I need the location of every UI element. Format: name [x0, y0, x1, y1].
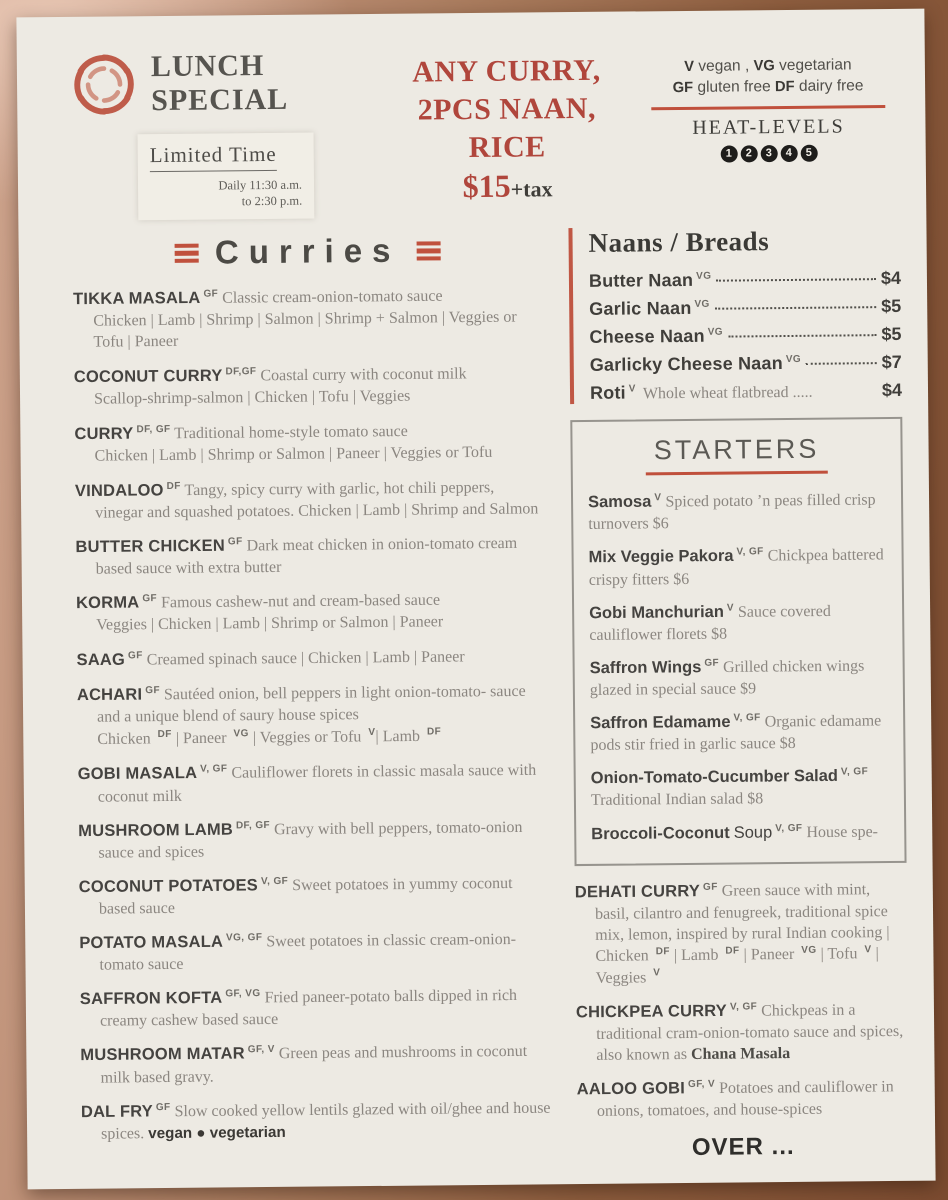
item-description: Slow cooked yellow lentils glazed with oil/ghee and house spices. vegan ● vegetarian [101, 1099, 551, 1143]
item-description: Tangy, spicy curry with garlic, hot chili peppers, vinegar and squashed potatoes. Chicken | Lamb | Shrimp and Salmon [95, 478, 539, 522]
more-curries-list [575, 878, 909, 1122]
item-description: Whole wheat flatbread ..... [642, 384, 813, 403]
legend-line-1: V vegan , VG vegetarian [684, 56, 852, 75]
item-options: Scallop-shrimp-salmon | Chicken | Tofu | Veggies [93, 387, 411, 408]
item-name: ACHARI [76, 685, 143, 705]
menu-item-gobi-masala [78, 760, 548, 808]
diet-tag: GF [155, 1101, 171, 1113]
diet-tag: V, GF [775, 822, 803, 834]
diet-tag: VG [694, 299, 710, 311]
menu-page [16, 9, 935, 1190]
dotted-leader [716, 278, 876, 282]
diet-tag: DF,GF [225, 366, 257, 378]
item-description: Green sauce with mint, basil, cilantro and fenugreek, traditional spice mix, lemon, inspired by rural Indian cooking | Chicken $^{DF}$ | Lamb $^{DF}$ | Paneer $^{VG}$ | Tofu $^V$ | Veggies $^V$ [594, 881, 890, 987]
item-description: Traditional home-style tomato sauce [174, 422, 408, 443]
item-name: AALOO GOBI [576, 1079, 686, 1099]
item-options: Chicken | Lamb | Shrimp | Salmon | Shrimp + Salmon | Veggies or Tofu | Paneer [93, 308, 517, 351]
limited-time-title: Limited Time [150, 142, 277, 172]
item-name: CHICKPEA CURRY [575, 1001, 728, 1022]
diet-tag: V, GF [840, 766, 869, 778]
menu-item-coconut-curry [74, 362, 544, 410]
item-description: Famous cashew-nut and cream-based sauce [160, 591, 441, 612]
curries-header [72, 231, 542, 274]
diet-legend [637, 43, 900, 163]
diet-tag: V [653, 967, 661, 979]
item-description: House spe- [806, 822, 879, 841]
dotted-leader [728, 334, 876, 337]
item-name: DEHATI CURRY [574, 881, 701, 901]
brand-title [151, 49, 289, 118]
item-name: Saffron Edamame [590, 712, 731, 733]
item-name: Cheese Naan $^{VG}$ [589, 326, 724, 348]
item-name: Samosa [587, 492, 652, 512]
item-name: MUSHROOM MATAR [80, 1045, 245, 1065]
item-description: Chickpeas in a traditional cram-onion-tomato sauce and spices, also known as Chana Masala [596, 1001, 904, 1064]
item-price: $4 [881, 380, 903, 401]
naans-section [568, 225, 902, 404]
naan-item-garlic-naan [589, 296, 901, 320]
menu-item-curry [74, 419, 544, 467]
item-description: Spiced potato ’n peas filled crisp turnovers $6 [588, 491, 876, 534]
offer-tax-suffix: +tax [510, 176, 553, 203]
item-name: VINDALOO [74, 481, 164, 500]
starter-item-saffron-wings [590, 655, 888, 701]
offer-lines [376, 51, 638, 167]
item-name: Garlic Naan $^{VG}$ [589, 298, 710, 320]
diet-tag: V, GF [729, 1001, 758, 1013]
diet-tag: VG [233, 728, 249, 740]
item-name: Onion-Tomato-Cucumber Salad [590, 767, 839, 788]
menu-item-coconut-potatoes [79, 872, 549, 920]
diet-tag: V [864, 944, 872, 956]
item-name: CURRY [74, 424, 134, 444]
item-options: Veggies | Chicken | Lamb | Shrimp or Salmon | Paneer [96, 613, 444, 634]
item-name: GOBI MASALA [77, 764, 198, 784]
naans-list [589, 268, 902, 404]
diet-tag: V [654, 492, 662, 504]
item-name: SAAG [76, 650, 126, 670]
diet-tag: DF, GF [136, 423, 171, 436]
brand-block [71, 48, 378, 221]
legend-line-2: GF gluten free DF dairy free [672, 77, 864, 97]
diet-tag: DF [655, 946, 670, 958]
item-price: $7 [881, 352, 902, 373]
offer-line: RICE [468, 129, 546, 164]
heat-level-4: 4 [780, 145, 797, 162]
item-description: Sweet potatoes in classic cream-onion-tomato sauce [99, 931, 517, 974]
diet-tag: V, GF [260, 875, 289, 887]
diet-tag: VG [785, 354, 802, 366]
diet-tag: V [628, 383, 636, 395]
over-note: OVER ... [691, 1133, 795, 1162]
item-price: $5 [881, 324, 902, 345]
triple-bars-icon [416, 241, 440, 261]
item-description: Green peas and mushrooms in coconut milk based gravy. [100, 1043, 528, 1087]
triple-bars-icon [175, 243, 199, 263]
diet-tag: VG [707, 326, 724, 339]
diet-tag: V, GF [736, 546, 764, 558]
item-description: Sautéed onion, bell peppers in light onion-tomato- sauce and a unique blend of saury house spices [97, 682, 526, 726]
item-description: Chickpea battered crispy fitters $6 [588, 546, 884, 589]
diet-tag: VG [801, 944, 817, 956]
curries-title: Curries [214, 231, 401, 271]
diet-tag: GF [704, 657, 720, 669]
item-price: $4 [880, 268, 902, 289]
item-description: Cauliflower florets in classic masala sauce with coconut milk [97, 762, 537, 806]
item-description: Creamed spinach sauce | Chicken | Lamb | Paneer [146, 648, 465, 669]
menu-item-vindaloo [75, 476, 545, 524]
item-name: SAFFRON KOFTA [79, 989, 223, 1009]
diet-tag: GF, V [247, 1044, 275, 1056]
diet-tag: V [368, 727, 376, 739]
diet-tag: DF, GF [235, 819, 271, 831]
diet-tag: VG [696, 271, 712, 283]
item-name: DAL FRY [80, 1102, 153, 1121]
menu-item-dal-fry [81, 1097, 551, 1145]
dotted-leader [715, 306, 876, 310]
item-name: KORMA [75, 593, 140, 613]
diet-tag: V, GF [733, 712, 761, 724]
diet-tag: DF [426, 726, 442, 738]
item-name: COCONUT CURRY [73, 366, 223, 387]
menu-item-achari [77, 680, 548, 751]
item-name: Saffron Wings [589, 658, 702, 678]
menu-item-aaloo-gobi [577, 1076, 909, 1122]
diet-tag: V, GF [200, 763, 228, 776]
limited-time-hours: Daily 11:30 a.m. to 2:30 p.m. [218, 177, 303, 209]
menu-item-saffron-kofta [80, 985, 550, 1033]
item-name-light: Soup [733, 822, 773, 842]
limited-time-clipping [138, 132, 315, 220]
starter-item-saffron-edamame [590, 710, 888, 756]
lunch-offer [376, 45, 639, 206]
legend-divider [651, 105, 885, 110]
item-description: Coastal curry with coconut milk [260, 365, 467, 385]
naan-item-cheese-naan [589, 324, 901, 348]
item-description: Organic edamame pods stir fried in garlic sauce $8 [590, 712, 882, 755]
diet-tag: GF, VG [225, 988, 261, 1000]
item-name: MUSHROOM LAMB [78, 820, 234, 840]
menu-item-butter-chicken [75, 532, 545, 580]
starter-item-broccoli-coconut [591, 821, 889, 846]
curries-list [73, 285, 551, 1145]
item-name: Mix Veggie Pakora [588, 547, 734, 567]
item-options: Chicken $^{DF}$ | Paneer $^{VG}$ | Veggies or Tofu $^V$| Lamb $^{DF}$ [97, 726, 442, 749]
dotted-leader [806, 362, 877, 365]
diet-tag: GF [142, 593, 158, 605]
item-description: Gravy with bell peppers, tomato-onion sauce and spices [98, 818, 523, 862]
diet-tag: DF [157, 729, 172, 741]
curries-column [72, 227, 551, 1168]
brand-line2: SPECIAL [151, 82, 289, 117]
item-description: Sweet potatoes in yummy coconut based sauce [98, 874, 513, 918]
right-column [568, 223, 909, 1163]
naan-item-butter-naan [589, 268, 901, 292]
item-name: COCONUT POTATOES [78, 876, 259, 897]
item-name: Garlicky Cheese Naan $^{VG}$ [589, 353, 802, 376]
menu-item-chickpea-curry [576, 999, 909, 1066]
item-description: Dark meat chicken in onion-tomato cream based sauce with extra butter [95, 534, 518, 578]
heat-level-2: 2 [740, 145, 757, 162]
offer-line: ANY CURRY, [412, 53, 601, 89]
offer-line: 2PCS NAAN, [417, 91, 597, 127]
menu-item-korma [76, 588, 546, 636]
starter-item-onion-tomato-cucumber-salad [591, 765, 889, 811]
item-description: Grilled chicken wings glazed in special sauce $9 [589, 657, 865, 699]
heat-level-dots [638, 142, 900, 164]
diet-tag: DF [725, 945, 740, 957]
restaurant-swirl-logo-icon [71, 51, 138, 118]
menu-item-dehati-curry [575, 878, 908, 988]
item-description: Potatoes and cauliflower in onions, tomatoes, and house-spices [596, 1078, 894, 1121]
menu-item-potato-masala [79, 928, 549, 976]
menu-item-saag [76, 645, 546, 672]
menu-header [71, 43, 901, 221]
item-description: Fried paneer-potato balls dipped in rich creamy cashew based sauce [99, 987, 518, 1031]
diet-tag: V [726, 602, 734, 614]
menu-item-tikka-masala [73, 285, 544, 354]
item-name: Roti $^V$ [589, 382, 636, 404]
menu-item-mushroom-matar [80, 1041, 550, 1089]
diet-tag: DF [166, 480, 181, 492]
offer-price-row [377, 167, 638, 207]
offer-price: $15 [462, 168, 511, 205]
naans-title: Naans / Breads [588, 226, 770, 259]
starters-title: STARTERS [646, 434, 828, 476]
diet-tag: GF [127, 650, 143, 662]
diet-tag: GF, V [687, 1078, 716, 1091]
item-description: Classic cream-onion-tomato sauce [222, 287, 443, 308]
naan-item-roti [590, 380, 902, 404]
item-name: Gobi Manchurian [589, 602, 724, 622]
item-name: BUTTER CHICKEN [75, 536, 226, 557]
item-name: TIKKA MASALA [73, 289, 201, 309]
heat-level-3: 3 [760, 145, 777, 162]
starter-item-mix-veggie-pakora [589, 545, 887, 591]
brand-line1: LUNCH [150, 49, 265, 84]
heat-level-5: 5 [800, 145, 817, 162]
item-name: POTATO MASALA [79, 932, 224, 953]
heat-levels-title: HEAT-LEVELS [692, 115, 845, 139]
starter-item-gobi-manchurian [589, 600, 887, 646]
item-name: Broccoli-Coconut [591, 823, 730, 843]
menu-columns [72, 223, 909, 1168]
starters-section [570, 417, 906, 865]
diet-tag: GF [227, 536, 243, 548]
item-description: Sauce covered cauliflower florets $8 [589, 602, 831, 644]
item-options: Chicken | Lamb | Shrimp or Salmon | Paneer | Veggies or Tofu [94, 443, 493, 465]
starters-list [588, 489, 889, 845]
starter-item-samosa [588, 489, 886, 535]
diet-tag: VG, GF [225, 932, 263, 944]
diet-tag: GF [702, 881, 718, 893]
naan-item-garlicky-cheese-naan [590, 352, 902, 376]
heat-level-1: 1 [720, 145, 737, 162]
diet-tag: GF [145, 685, 160, 697]
item-description: Traditional Indian salad $8 [590, 790, 764, 810]
menu-item-mushroom-lamb [78, 816, 548, 864]
item-name: Butter Naan $^{VG}$ [588, 270, 712, 292]
diet-tag: GF [203, 288, 219, 300]
item-price: $5 [881, 296, 902, 317]
